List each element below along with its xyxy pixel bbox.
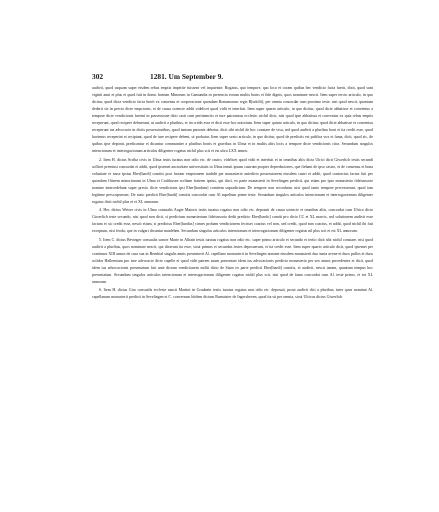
paragraph: 6. Item H. dictus Giro consualis ecclesie sancti Martini in Graubain testis iuratus rogatus non odio etc. deposuit, prout audivit dici a pluribus, inter quos nominat Al. capellanum monasterii predicti in Sevelingen et C. conversum hiidem dictum Bumaister de Ingersheven, quod ita sit per omnia, sicut Ulricus dictus Giwerlich bbox=[92, 287, 373, 300]
paragraph: 2. Item H. dictus Scriba civis in Ulma testis iuratus non odio etc. de castro, videlicet quod vidit et interfuit et in omnibus aliis dicta Ulrici dicti Giwerlich testis secundi sollicet premissi concordat et addit, quod ipsemet auctoritate universitatis in Ulma tenuit ipsum castrum propter depredaciones, que fiebant de ipso castro, et de consensu et bona voluntate et iusse ipsius Eber[hardi] comitis post factam empcionem tradidit per monasterio antedicto possessionem eiusdem castri et addit, quod contractus factus fuit per quondam Otinem minoritarum in Ulma et Crafthusen scribam fratrem ipsius, qui dicti, ex parte monasterii in Sevelingen predicti, qui etiam pro ipso monasterio fideiussorio nomine intercedebant super precio dicte vendicionis ipsi Eber[hardum] comitem supradictum. De tempore non recordatur, nisi quod tanto tempore precesserunt, quod iam legitime prescripserunt. De stato predicti Eber[hardi] comitis concordat cum Al supelium prime teste. Secundum singulos articulos intencionum et interrogacionum diligenter rogatus dicit nichil plus et et XL annorum. bbox=[92, 156, 373, 204]
paragraph: 4. Her. dictus Weiser civis in Ulma consualis Augie Maioris testis iuratus rogatus non odio etc. deposuit de causa sciencie et omnibus aliis, concordat cum Ulrico dicto Giwerlich teste secundo, nisi quod non dicit, si predictum monasterium fideiussorio dedit predicto Eber[hardo] comiti pro dicto CC et XL marcis, sed solutionem audivit esse factam et sic credit esse, nescit etiam, si predictus Eber[hardus] comes probam vendicionem fecisset coactus vel non, sed credit, quod non coactus, et addit, quod nichil ibi fuit exceptum, nisi feoda, que in vulgari dicuntur manlehen. Secundum singulos articulos intencionum et interrogacionum diligenter rogatus nil plus scit et est XL annorum. bbox=[92, 207, 373, 234]
body-text bbox=[92, 84, 373, 300]
paragraph: 5. Item C. dictus Bevinger consualis sancte Marie in Alhain testis iuratus rogatus non odio etc. super primo articulo et secundo et tertio dicit sibi nichil constare, nisi quod audivit a pluribus, quos nominare nescit, qui dixerunt ita esse, sicut primus et secundus testes deposuerunt, et ita credit esse. Item super quarto articulo dicit, quod ipsemet per continuos XIII annos de cura sua in Bernhtal singulis annis presentavit Al. capellano monasterii in Sevelingen nomine eiusdem monasterii duo iunia avene et duos pullos et duos solidos Hallensium pro iure advocacie dicte capelle et quod vidit patrem suum presentare idem ius advocacionis predicto monasterio per sex annos precedentes et dicit, quod idem ius advocacionis presentatum fuit ante dictam vendicionem militi dicto de Stain ex parte predicti Eber[hardi] comitis, et audivit, nescit tamen, quantum tempus hoc presentatum. Secundum singulos articulos intencionum et interrogacionum diligenter rogatus nichil plus scit, nisi quod de fama concordat cum Al. teste primo, et est XL annorum. bbox=[92, 236, 373, 284]
page-header bbox=[92, 72, 373, 81]
running-head: 1281. Um September 9. bbox=[150, 72, 224, 81]
paragraph: audivit, quod usquam super eisdem rebus emptis impetite fuissent vel inquietate. Rogatus, quo tempore, quo loco et coram quibus hec vendicio facta fuerit, dixit, quod sunt viginti anni et plus et quod fuit in domo fratrum Minorum in Gamundia in presencia eorum multis bonis et fide dignis, quos nominare nescit. Item super tercio articulo, in quo dicitur, quod dicta vendicio facta fuerit ex consensu et cooperacione quondam Romanorum regis R[udolfi], per omnia concordat cum proximo teste, nisi quod nescit, quantum dederit sis in precio dicte empcionis, et de causa sciencie addit videlicet quod vidit et interfuit. Item super quarto articulo, in quo dicitur, quod dicte abbatisse et conventus a tempore dicte vendicionis fuerint in possessione dicti casti cum pertinenciis et iure patronatus ecclesie, nichil dicit, nisi quod ipse abbatissa et conventus ex quia rebus emptis receperunt, quod recipere debuerunt, ut audivit a pluribus, et ita credit esse et dicit esse hoc notorium. Item super quinto articulo, in quo dicitur, quod dicte abbatisse et conventus receperunt ius advocacie in dictis possessionibus, quod tantum patronis debetur, dicit sibi nichil de hoc constare de visu, sed quod audivit a pluribus boni et ita credit esse, quod hactenus receperint et recipiant, quod de iure recipere debent, ut probatur. Item super sexto articulo, in quo dicitur, quod de predictis est publica vox et fama, dicit, quod sic, de quibus ipse deponit, predicantur et dicuntur communiter a pluribus bonis et gravibus in Ulma et in multis aliis locis a tempore dicte vendicionis citra. Secundum singulos intencionum et interrogacionum articulos diligenter rogatus nichil plus scit et est ultra LXX annos. bbox=[92, 85, 373, 154]
page-number: 302 bbox=[92, 72, 104, 81]
